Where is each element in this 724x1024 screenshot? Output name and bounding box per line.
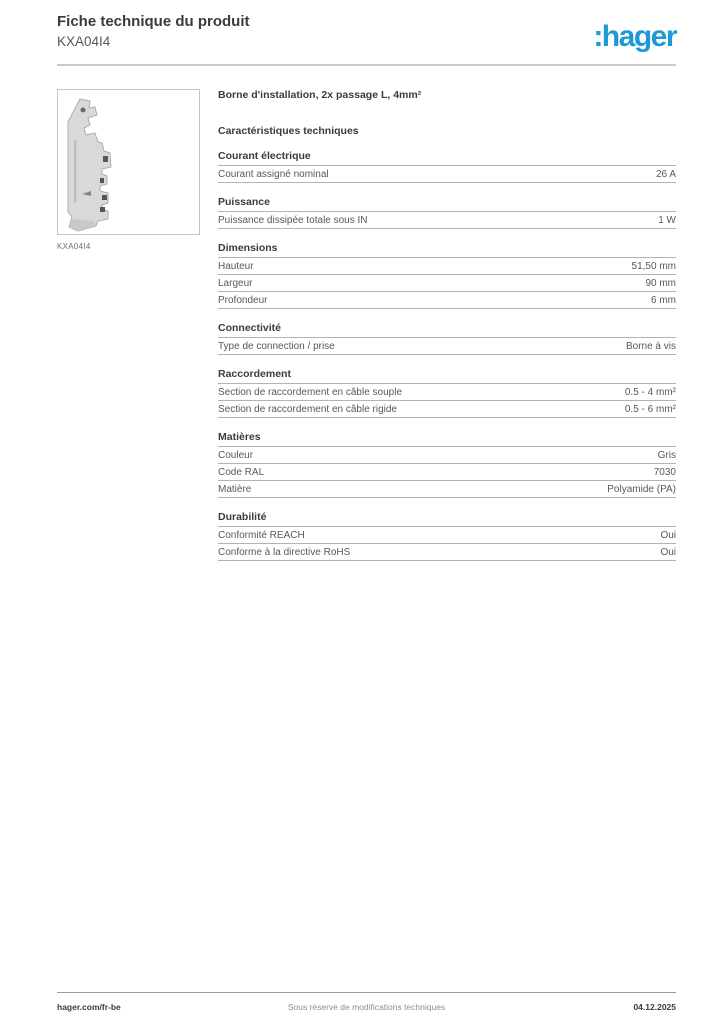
spec-section-title: Puissance: [218, 196, 676, 212]
spec-label: Largeur: [218, 277, 253, 289]
spec-label: Code RAL: [218, 466, 265, 478]
footer-row: [57, 1002, 676, 1012]
spec-label: Profondeur: [218, 294, 268, 306]
product-image: [57, 89, 200, 235]
spec-value: Polyamide (PA): [607, 483, 676, 495]
page-footer: [57, 992, 676, 1012]
header-divider: [57, 64, 676, 66]
spec-section-title: Courant électrique: [218, 150, 676, 166]
spec-section-title: Raccordement: [218, 368, 676, 384]
spec-label: Matière: [218, 483, 252, 495]
spec-section-puissance: [218, 196, 676, 229]
spec-row: [218, 292, 676, 309]
spec-value: Borne à vis: [625, 340, 676, 352]
hager-logo: :hager: [593, 20, 676, 53]
page-title: Fiche technique du produit: [57, 13, 250, 30]
spec-value: 6 mm: [651, 294, 676, 306]
spec-value: 90 mm: [645, 277, 676, 289]
spec-label: Section de raccordement en câble souple: [218, 386, 403, 398]
spec-label: Courant assigné nominal: [218, 168, 329, 180]
spec-section-title: Dimensions: [218, 242, 676, 258]
spec-row: [218, 481, 676, 498]
footer-date: 04.12.2025: [633, 1002, 676, 1012]
spec-row: [218, 544, 676, 561]
spec-value: Gris: [657, 449, 676, 461]
spec-label: Hauteur: [218, 260, 254, 272]
characteristics-title: Caractéristiques techniques: [218, 124, 359, 137]
spec-label: Conformité REACH: [218, 529, 305, 541]
footer-website: hager.com/fr-be: [57, 1002, 121, 1012]
spec-label: Puissance dissipée totale sous IN: [218, 214, 368, 226]
spec-value: 26 A: [655, 168, 676, 180]
spec-row: [218, 447, 676, 464]
spec-value: 51,50 mm: [631, 260, 676, 272]
product-description: Borne d'installation, 2x passage L, 4mm²: [218, 89, 422, 101]
spec-value: 7030: [653, 466, 676, 478]
specs-column: [218, 89, 676, 561]
spec-value: 0.5 - 4 mm²: [624, 386, 676, 398]
page-header: [57, 13, 676, 52]
footer-disclaimer: Sous réserve de modifications techniques: [287, 1002, 446, 1012]
spec-section-durabilite: [218, 511, 676, 561]
spec-section-title: Durabilité: [218, 511, 676, 527]
spec-label: Section de raccordement en câble rigide: [218, 403, 397, 415]
spec-section-title: Matières: [218, 431, 676, 447]
spec-row: [218, 275, 676, 292]
spec-row: [218, 384, 676, 401]
footer-divider: [57, 992, 676, 993]
spec-section-dimensions: [218, 242, 676, 309]
spec-row: [218, 464, 676, 481]
spec-row: [218, 166, 676, 183]
spec-row: [218, 401, 676, 418]
spec-value: 0.5 - 6 mm²: [624, 403, 676, 415]
spec-section-matieres: [218, 431, 676, 498]
spec-section-raccordement: [218, 368, 676, 418]
spec-row: [218, 338, 676, 355]
spec-row: [218, 258, 676, 275]
spec-value: Oui: [660, 546, 676, 558]
header-text-block: [57, 13, 250, 49]
product-code: KXA04I4: [57, 34, 111, 49]
spec-section-connectivite: [218, 322, 676, 355]
spec-row: [218, 527, 676, 544]
spec-label: Couleur: [218, 449, 254, 461]
spec-label: Conforme à la directive RoHS: [218, 546, 351, 558]
spec-value: Oui: [660, 529, 676, 541]
main-content: [57, 89, 676, 561]
product-image-caption: KXA04I4: [57, 242, 91, 251]
terminal-block-illustration: [58, 90, 199, 234]
spec-row: [218, 212, 676, 229]
spec-label: Type de connection / prise: [218, 340, 335, 352]
spec-section-title: Connectivité: [218, 322, 676, 338]
spec-section-courant-electrique: [218, 150, 676, 183]
spec-value: 1 W: [658, 214, 676, 226]
product-image-column: [57, 89, 201, 561]
